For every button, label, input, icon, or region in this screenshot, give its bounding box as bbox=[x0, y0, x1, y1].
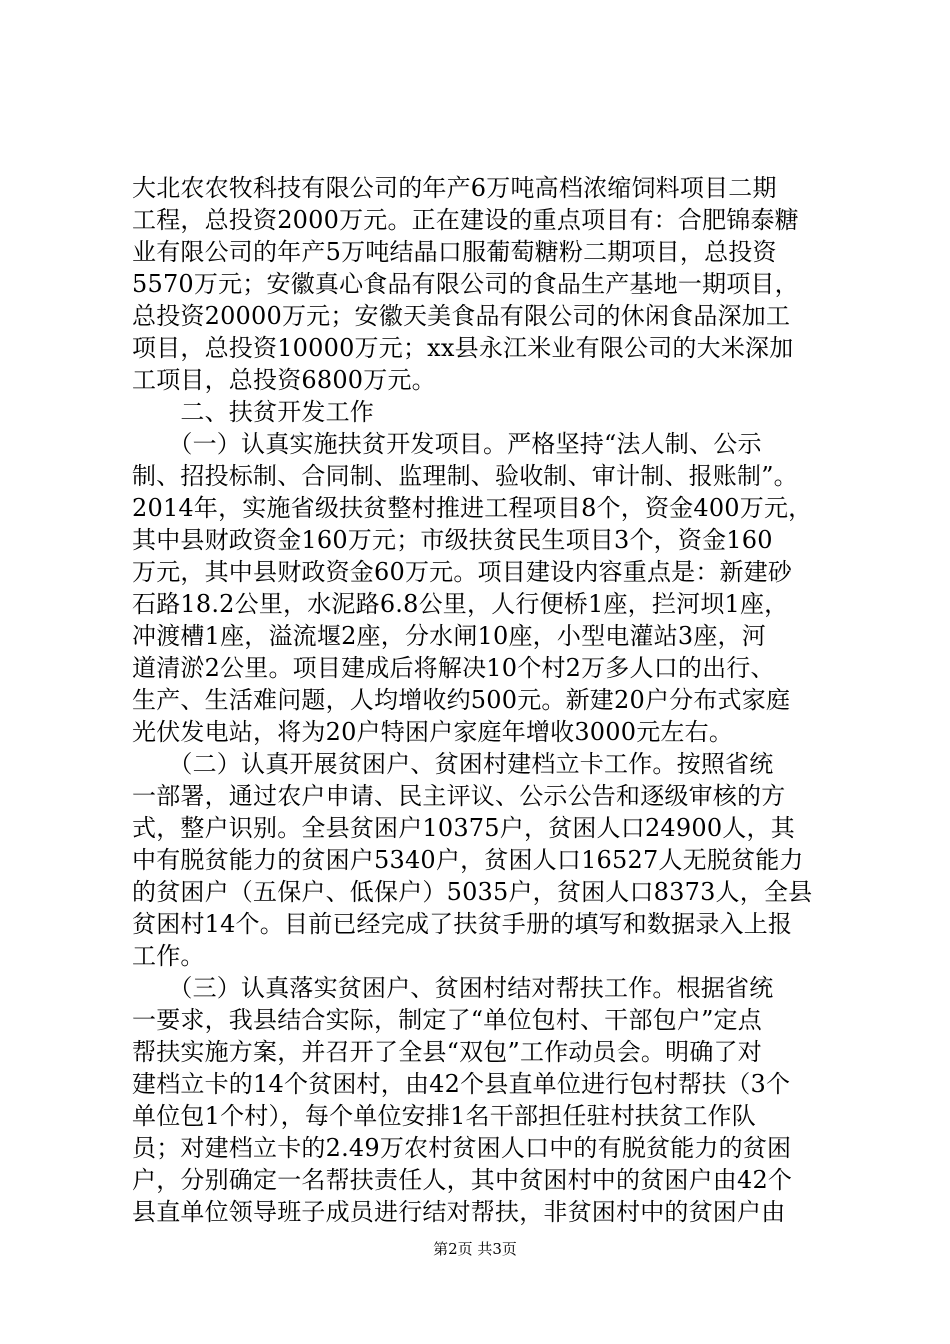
text-line: 大北农农牧科技有限公司的年产6万吨高档浓缩饲料项目二期 bbox=[132, 174, 777, 202]
text-line: 道清淤2公里。项目建成后将解决10个村2万多人口的出行、 bbox=[132, 654, 775, 682]
text-line: 工程，总投资2000万元。正在建设的重点项目有：合肥锦泰糖 bbox=[132, 206, 799, 234]
text-line: 二、扶贫开发工作 bbox=[132, 398, 374, 426]
text-line: 一要求，我县结合实际，制定了“单位包村、干部包户”定点 bbox=[132, 1006, 762, 1034]
text-line: （二）认真开展贫困户、贫困村建档立卡工作。按照省统 bbox=[132, 750, 774, 778]
text-line: 贫困村14个。目前已经完成了扶贫手册的填写和数据录入上报 bbox=[132, 910, 793, 938]
text-line: 单位包1个村），每个单位安排1名干部担任驻村扶贫工作队 bbox=[132, 1102, 756, 1130]
text-line: 员；对建档立卡的2.49万农村贫困人口中的有脱贫能力的贫困 bbox=[132, 1134, 792, 1162]
document-body bbox=[132, 172, 832, 1228]
text-line: 2014年，实施省级扶贫整村推进工程项目8个，资金400万元， bbox=[132, 494, 813, 522]
text-line: 建档立卡的14个贫困村，由42个县直单位进行包村帮扶（3个 bbox=[132, 1070, 791, 1098]
text-line: 项目，总投资10000万元；xx县永江米业有限公司的大米深加 bbox=[132, 334, 794, 362]
page-footer: 第2页 共3页 bbox=[433, 1240, 517, 1258]
text-line: 式，整户识别。全县贫困户10375户，贫困人口24900人，其 bbox=[132, 814, 795, 842]
text-line: 5570万元；安徽真心食品有限公司的食品生产基地一期项目， bbox=[132, 270, 799, 298]
text-line: 工项目，总投资6800万元。 bbox=[132, 366, 436, 394]
text-line: 中有脱贫能力的贫困户5340户，贫困人口16527人无脱贫能力 bbox=[132, 846, 804, 874]
text-line: 帮扶实施方案，并召开了全县“双包”工作动员会。明确了对 bbox=[132, 1038, 762, 1066]
text-line: 工作。 bbox=[132, 942, 205, 970]
text-line: 冲渡槽1座，溢流堰2座，分水闸10座，小型电灌站3座，河 bbox=[132, 622, 766, 650]
text-line: 县直单位领导班子成员进行结对帮扶，非贫困村中的贫困户由 bbox=[132, 1198, 786, 1226]
text-line: 的贫困户（五保户、低保户）5035户，贫困人口8373人，全县 bbox=[132, 878, 813, 906]
text-line: 户，分别确定一名帮扶责任人，其中贫困村中的贫困户由42个 bbox=[132, 1166, 793, 1194]
text-line: 石路18.2公里，水泥路6.8公里，人行便桥1座，拦河坝1座， bbox=[132, 590, 789, 618]
text-line: 万元，其中县财政资金60万元。项目建设内容重点是：新建砂 bbox=[132, 558, 793, 586]
text-line: 业有限公司的年产5万吨结晶口服葡萄糖粉二期项目，总投资 bbox=[132, 238, 777, 266]
text-line: 制、招投标制、合同制、监理制、验收制、审计制、报账制”。 bbox=[132, 462, 798, 490]
text-line: 其中县财政资金160万元；市级扶贫民生项目3个，资金160 bbox=[132, 526, 773, 554]
text-line: 总投资20000万元；安徽天美食品有限公司的休闲食品深加工 bbox=[132, 302, 791, 330]
text-line: 一部署，通过农户申请、民主评议、公示公告和逐级审核的方 bbox=[132, 782, 786, 810]
text-line: 光伏发电站，将为20户特困户家庭年增收3000元左右。 bbox=[132, 718, 734, 746]
text-line: 生产、生活难问题，人均增收约500元。新建20户分布式家庭 bbox=[132, 686, 791, 714]
text-line: （三）认真落实贫困户、贫困村结对帮扶工作。根据省统 bbox=[132, 974, 774, 1002]
text-line: （一）认真实施扶贫开发项目。严格坚持“法人制、公示 bbox=[132, 430, 762, 458]
